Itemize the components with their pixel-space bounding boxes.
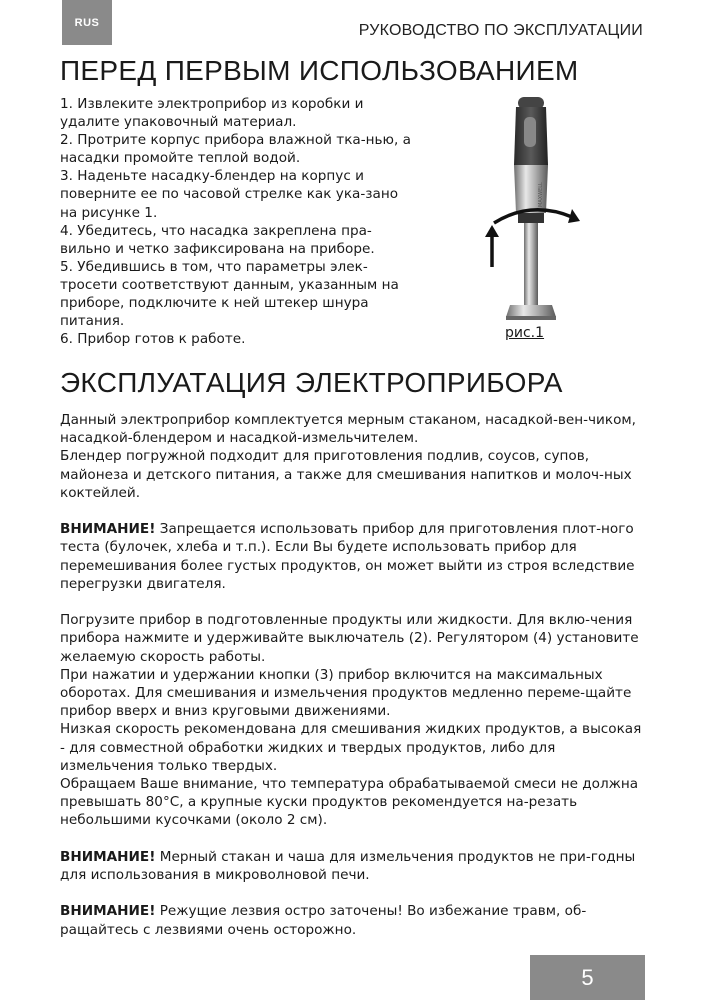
step-item: 4. Убедитесь, что насадка закреплена пра-вильно и четко зафиксирована на приборе. <box>60 222 375 257</box>
paragraph: Обращаем Ваше внимание, что температура обрабатываемой смеси не должна превышать 80°С, а крупные куски продуктов рекомендуется на-резать небольшими кусочками (около 2 см). <box>60 776 639 829</box>
figure-caption: рис.1 <box>505 325 545 341</box>
paragraph: Блендер погружной подходит для приготовления подлив, соусов, супов, майонеза и детского питания, а также для смешивания напитков и молоч-ных коктейлей. <box>60 448 632 501</box>
operation-body-text <box>60 411 645 939</box>
step-item: 2. Протрите корпус прибора влажной тка-нью, а насадки промойте теплой водой. <box>60 132 411 167</box>
paragraph: Данный электроприбор комплектуется мерным стаканом, насадкой-вен-чиком, насадкой-блендером и насадкой-измельчителем. <box>60 412 636 447</box>
paragraph: Погрузите прибор в подготовленные продукты или жидкости. Для вклю-чения прибора нажмите и удерживайте выключатель (2). Регулятором (4) установите желаемую скорость работы. <box>60 612 639 665</box>
warning-text: Режущие лезвия остро заточены! Во избежание травм, об-ращайтесь с лезвиями очень осторожно. <box>60 903 587 938</box>
warning-label: ВНИМАНИЕ! <box>60 848 156 865</box>
warning-text: Мерный стакан и чаша для измельчения продуктов не при-годны для использования в микроволновой печи. <box>60 848 636 884</box>
brand-label: MAXWELL <box>538 182 544 207</box>
manual-header-title: РУКОВОДСТВО ПО ЭКСПЛУАТАЦИИ <box>358 22 643 39</box>
preparation-steps-list <box>60 95 415 348</box>
warning-paragraph <box>60 902 645 938</box>
paragraph: Низкая скорость рекомендована для смешивания жидких продуктов, а высокая - для совместной обработки жидких и твердых продуктов, либо для измельчения только твердых. <box>60 721 642 774</box>
warning-text: Запрещается использовать прибор для приготовления плот-ного теста (булочек, хлеба и т.п.). Если Вы будете использовать прибор для перемешивания более густых продуктов, он может выйти из строя вследствие перегрузки двигателя. <box>60 521 635 592</box>
paragraph: При нажатии и удержании кнопки (3) прибор включится на максимальных оборотах. Для смешивания и измельчения продуктов медленно переме-щайте прибор вверх и вниз круговыми движениями. <box>60 666 632 720</box>
warning-label: ВНИМАНИЕ! <box>60 903 156 920</box>
hand-blender-illustration <box>480 95 590 355</box>
section-title-operation: ЭКСПЛУАТАЦИЯ ЭЛЕКТРОПРИБОРА <box>60 367 563 398</box>
step-item: 3. Наденьте насадку-блендер на корпус и поверните ее по часовой стрелке как ука-зано на рисунке 1. <box>60 168 399 221</box>
step-item: 6. Прибор готов к работе. <box>60 331 246 348</box>
section-title-before-first-use: ПЕРЕД ПЕРВЫМ ИСПОЛЬЗОВАНИЕМ <box>60 55 579 86</box>
warning-paragraph <box>60 520 645 593</box>
step-item: 5. Убедившись в том, что параметры элек-тросети соответствуют данным, указанным на приборе, подключите к ней штекер шнура питания. <box>60 258 399 330</box>
warning-label: ВНИМАНИЕ! <box>60 521 156 538</box>
step-item: 1. Извлеките электроприбор из коробки и удалите упаковочный материал. <box>60 96 364 131</box>
warning-paragraph <box>60 848 645 884</box>
speed-button-icon <box>524 117 536 147</box>
page-number: 5 <box>530 955 645 1000</box>
language-tab: RUS <box>62 0 112 45</box>
